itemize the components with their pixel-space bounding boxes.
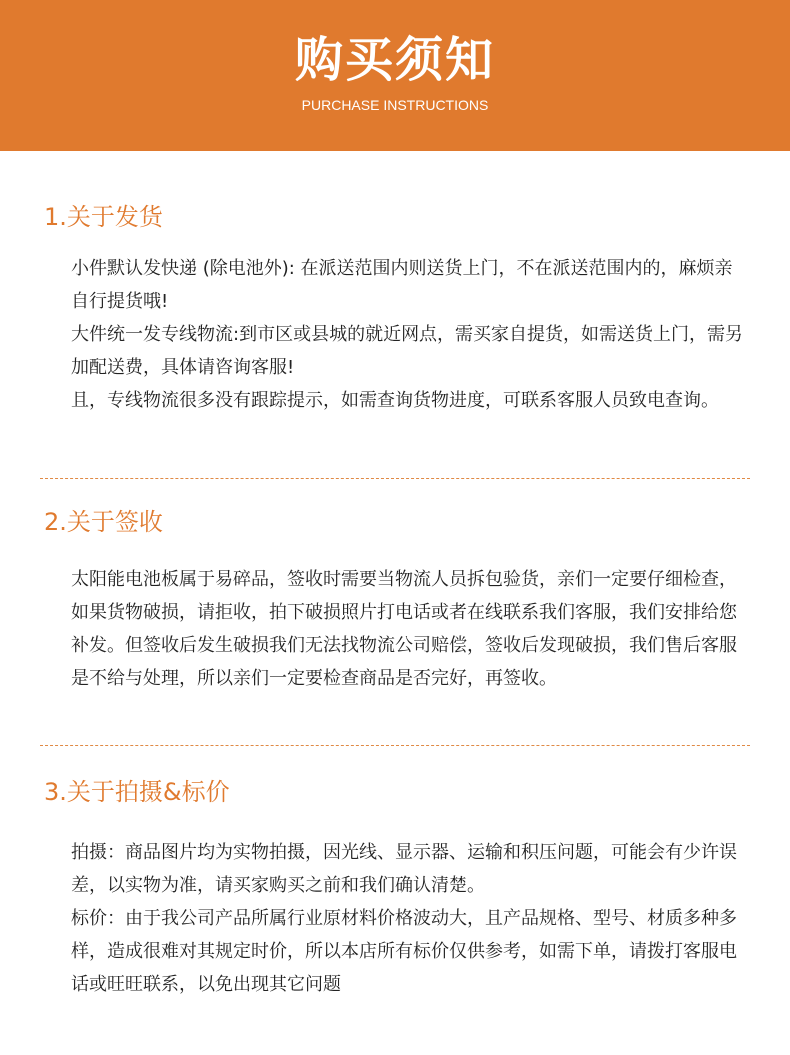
shipping-paragraph: 大件统一发专线物流:到市区或县城的就近网点，需买家自提货，如需送货上门，需另加配送费，具体请咨询客服! (71, 324, 744, 378)
section-divider (40, 745, 750, 746)
section-heading-shipping: 1.关于发货 (44, 203, 163, 231)
header-banner (0, 0, 790, 151)
receipt-paragraph: 太阳能电池板属于易碎品，签收时需要当物流人员拆包验货，亲们一定要仔细检查，如果货物破损，请拒收，拍下破损照片打电话或者在线联系我们客服，我们安排给您补发。但签收后发生破损我们无法找物流公司赔偿，签收后发现破损，我们售后客服是不给与处理，所以亲们一定要检查商品是否完好，再签收。 (71, 569, 737, 689)
photo-pricing-paragraph: 拍摄：商品图片均为实物拍摄，因光线、显示器、运输和积压问题，可能会有少许误差，以实物为准，请买家购买之前和我们确认清楚。 (71, 842, 737, 896)
section-heading-receipt: 2.关于签收 (44, 508, 163, 536)
shipping-paragraph: 小件默认发快递 (除电池外): 在派送范围内则送货上门，不在派送范围内的，麻烦亲自行提货哦! (71, 258, 733, 312)
section-body-receipt (71, 563, 747, 695)
section-divider (40, 478, 750, 479)
section-heading-photo-pricing: 3.关于拍摄&标价 (44, 778, 230, 806)
shipping-paragraph: 且，专线物流很多没有跟踪提示，如需查询货物进度，可联系客服人员致电查询。 (71, 390, 719, 411)
page-title: 购买须知 (294, 32, 495, 88)
section-body-photo-pricing (71, 836, 747, 1001)
photo-pricing-paragraph: 标价：由于我公司产品所属行业原材料价格波动大，且产品规格、型号、材质多种多样，造成很难对其规定时价，所以本店所有标价仅供参考，如需下单，请拨打客服电话或旺旺联系，以免出现其它问题 (71, 908, 737, 995)
page-subtitle: PURCHASE INSTRUCTIONS (301, 97, 489, 113)
section-body-shipping (71, 252, 747, 417)
